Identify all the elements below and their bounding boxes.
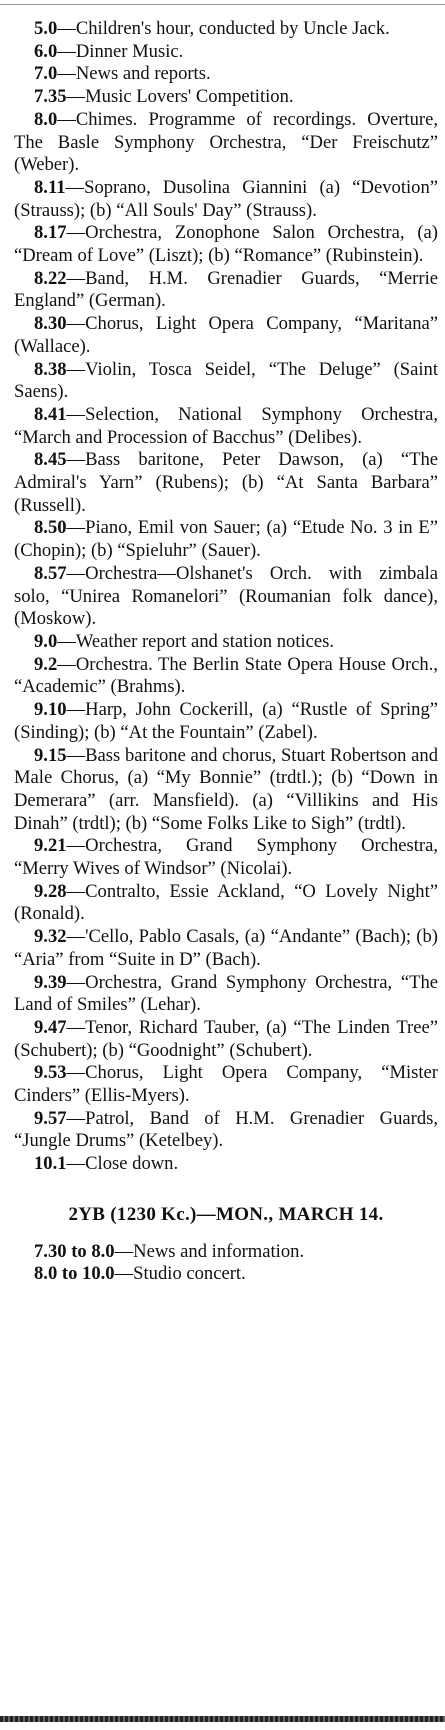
programme-entry: [14, 404, 438, 449]
entry-text: —Soprano, Dusolina Giannini (a) “Devotion” (Strauss); (b) “All Souls' Day” (Strauss).: [14, 176, 438, 221]
station-heading: 2YB (1230 Kc.)—MON., MARCH 14.: [68, 1203, 384, 1225]
programme-entry: [14, 222, 438, 267]
programme-entry: [14, 745, 438, 836]
entry-time: 9.32: [34, 926, 67, 948]
top-rule: [0, 4, 445, 5]
entry-text: —Chorus, Light Opera Company, “Mister Cinders” (Ellis-Myers).: [14, 1062, 438, 1107]
entry-text: —Selection, National Symphony Orchestra, “March and Procession of Bacchus” (Delibes).: [14, 403, 438, 448]
entry-text: —News and information.: [114, 1240, 305, 1262]
entry-time: 9.2: [34, 653, 58, 675]
entry-time: 8.30: [34, 313, 67, 335]
entry-time: 5.0: [34, 18, 58, 39]
entry-text: —Bass baritone, Peter Dawson, (a) “The Admiral's Yarn” (Rubens); (b) “At Santa Barbara” (Russell).: [14, 449, 438, 516]
entry-time: 8.22: [34, 267, 67, 289]
programme-entry: [14, 631, 438, 654]
programme-entry: [14, 449, 438, 517]
entry-text: —Harp, John Cockerill, (a) “Rustle of Spring” (Sinding); (b) “At the Fountain” (Zabel).: [14, 699, 438, 743]
entry-text: —Orchestra, Grand Symphony Orchestra, “Merry Wives of Windsor” (Nicolai).: [14, 835, 438, 880]
programme-entry: [14, 1108, 438, 1153]
entry-time: 9.28: [34, 880, 67, 902]
entry-text: —Orchestra—Olshanet's Orch. with zimbala solo, “Unirea Romanelori” (Roumanian folk dance), (Moskow).: [14, 562, 438, 630]
bottom-rule: [0, 1716, 445, 1722]
entry-text: —Contralto, Essie Ackland, “O Lovely Night” (Ronald).: [14, 880, 438, 925]
entry-text: —Chimes. Programme of recordings. Overture, The Basle Symphony Orchestra, “Der Freischutz” (Weber).: [14, 108, 438, 176]
entry-text: —Music Lovers' Competition.: [66, 86, 294, 108]
entry-text: —Dinner Music.: [57, 40, 184, 62]
entry-time: 6.0: [34, 40, 58, 62]
programme-entry: [14, 1017, 438, 1062]
entry-time: 9.10: [34, 699, 67, 721]
programme-entry: [14, 109, 438, 177]
programme-entry: [14, 86, 438, 109]
entry-time: 8.0: [34, 108, 58, 130]
programme-entry: [14, 268, 438, 313]
programme-column: [14, 18, 438, 1286]
entry-text: —Orchestra, Zonophone Salon Orchestra, (a) “Dream of Love” (Liszt); (b) “Romance” (Rubinstein).: [14, 222, 438, 267]
programme-entry: [14, 517, 438, 562]
entry-text: —Orchestra. The Berlin State Opera House Orch., “Academic” (Brahms).: [14, 653, 438, 698]
programme-entry: [14, 881, 438, 926]
entry-time: 8.0 to 10.0: [34, 1263, 115, 1285]
entry-text: —Violin, Tosca Seidel, “The Deluge” (Saint Saens).: [14, 358, 438, 403]
entry-time: 7.35: [34, 86, 67, 108]
entry-time: 7.30 to 8.0: [34, 1240, 115, 1262]
entry-time: 8.38: [34, 358, 67, 380]
entry-text: —'Cello, Pablo Casals, (a) “Andante” (Bach); (b) “Aria” from “Suite in D” (Bach).: [14, 926, 438, 970]
entry-text: —Piano, Emil von Sauer; (a) “Etude No. 3 in E” (Chopin); (b) “Spieluhr” (Sauer).: [14, 517, 438, 562]
entry-time: 8.57: [34, 562, 67, 584]
entry-text: —Bass baritone and chorus, Stuart Robertson and Male Chorus, (a) “My Bonnie” (trdtl.); (b) “Down in Demerara” (arr. Mansfield). (a) “Villikins and His Dinah” (trdtl); (b) “Some Folks Like to Sigh” (trdtl).: [14, 744, 438, 834]
entry-text: —Band, H.M. Grenadier Guards, “Merrie England” (German).: [14, 267, 438, 312]
entry-time: 9.39: [34, 971, 67, 993]
entry-text: —Chorus, Light Opera Company, “Maritana” (Wallace).: [14, 313, 438, 357]
entry-text: —Close down.: [66, 1153, 179, 1175]
entry-text: —News and reports.: [57, 63, 211, 85]
programme-entry: [14, 41, 438, 64]
entry-text: —Weather report and station notices.: [57, 630, 335, 652]
entry-text: —Tenor, Richard Tauber, (a) “The Linden Tree” (Schubert); (b) “Goodnight” (Schubert).: [14, 1016, 438, 1061]
entry-text: —Studio concert.: [114, 1263, 246, 1285]
entry-time: 7.0: [34, 63, 58, 85]
programme-list: [14, 18, 438, 1176]
entry-text: —Patrol, Band of H.M. Grenadier Guards, “Jungle Drums” (Ketelbey).: [14, 1107, 438, 1152]
entry-time: 9.47: [34, 1016, 67, 1038]
programme-entry: [14, 359, 438, 404]
programme-entry: [14, 177, 438, 222]
entry-time: 8.17: [34, 222, 67, 244]
entry-time: 9.21: [34, 835, 67, 857]
entry-text: —Orchestra, Grand Symphony Orchestra, “The Land of Smiles” (Lehar).: [14, 971, 438, 1016]
entry-time: 8.41: [34, 403, 67, 425]
programme-entry: [14, 1241, 438, 1264]
entry-time: 9.53: [34, 1062, 67, 1084]
programme-entry: [14, 1263, 438, 1286]
programme-entry: [14, 313, 438, 358]
entry-time: 9.57: [34, 1107, 67, 1129]
entry-time: 8.50: [34, 517, 67, 539]
programme-entry: [14, 63, 438, 86]
entry-time: 8.11: [34, 176, 66, 198]
entry-time: 8.45: [34, 449, 67, 471]
entry-time: 9.0: [34, 630, 58, 652]
programme-entry: [14, 18, 438, 41]
entry-time: 10.1: [34, 1153, 67, 1175]
entry-time: 9.15: [34, 744, 67, 766]
programme-entry: [14, 926, 438, 971]
programme-entry: [14, 972, 438, 1017]
entry-text: —Children's hour, conducted by Uncle Jack.: [57, 18, 390, 39]
programme-entry: [14, 1153, 438, 1176]
programme-entry: [14, 699, 438, 744]
programme-entry: [14, 1062, 438, 1107]
programme-entry: [14, 563, 438, 631]
programme-entry: [14, 835, 438, 880]
programme-entry: [14, 654, 438, 699]
station-programme-list: [14, 1241, 438, 1286]
